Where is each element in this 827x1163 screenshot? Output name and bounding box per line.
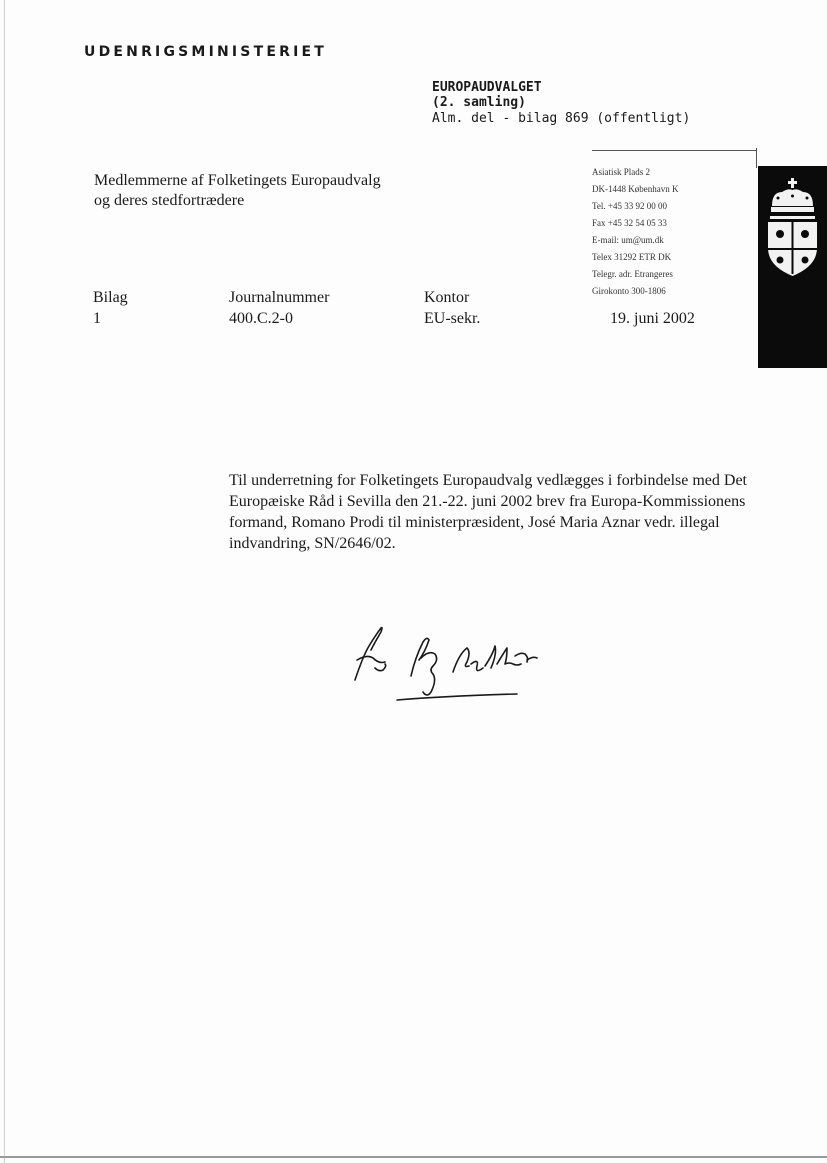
ministry-name: UDENRIGSMINISTERIET	[84, 44, 327, 60]
address-line: DK-1448 København K	[592, 184, 679, 194]
committee-stamp-line3: Alm. del - bilag 869 (offentligt)	[432, 111, 691, 126]
committee-stamp-line2: (2. samling)	[432, 95, 526, 110]
address-line: Telegr. adr. Etrangeres	[592, 269, 673, 279]
address-line: Tel. +45 33 92 00 00	[592, 201, 667, 211]
address-rule-vertical	[756, 148, 757, 168]
bilag-label: Bilag	[93, 289, 128, 306]
crest-icon	[758, 166, 827, 368]
kontor-label: Kontor	[424, 289, 470, 306]
address-block	[592, 164, 678, 300]
address-rule	[592, 150, 756, 151]
committee-stamp-line1: EUROPAUDVALGET	[432, 80, 542, 95]
recipient-line2: og deres stedfortrædere	[94, 192, 245, 209]
address-line: Telex 31292 ETR DK	[592, 252, 672, 262]
address-line: Asiatisk Plads 2	[592, 167, 651, 177]
journal-label: Journalnummer	[229, 289, 330, 306]
crest-bar	[758, 166, 827, 368]
bilag-value: 1	[93, 310, 101, 327]
letter-date: 19. juni 2002	[610, 310, 695, 327]
address-line: Girokonto 300-1806	[592, 286, 666, 296]
address-line: Fax +45 32 54 05 33	[592, 218, 667, 228]
scan-edge-bottom	[0, 1156, 827, 1158]
journal-value: 400.C.2-0	[229, 310, 293, 327]
letter-body: Til underretning for Folketingets Europaudvalg vedlægges i forbindelse med Det Europæiske Råd i Sevilla den 21.-22. juni 2002 brev fra Europa-Kommissionens formand, Romano Prodi til ministerpræsident, José Maria Aznar vedr. illegal indvandring, SN/2646/02.	[229, 472, 747, 552]
kontor-value: EU-sekr.	[424, 310, 481, 327]
scan-edge-left	[4, 0, 5, 1163]
address-line: E-mail: um@um.dk	[592, 235, 664, 245]
recipient-line1: Medlemmerne af Folketingets Europaudvalg	[94, 172, 381, 189]
signature	[345, 618, 565, 718]
